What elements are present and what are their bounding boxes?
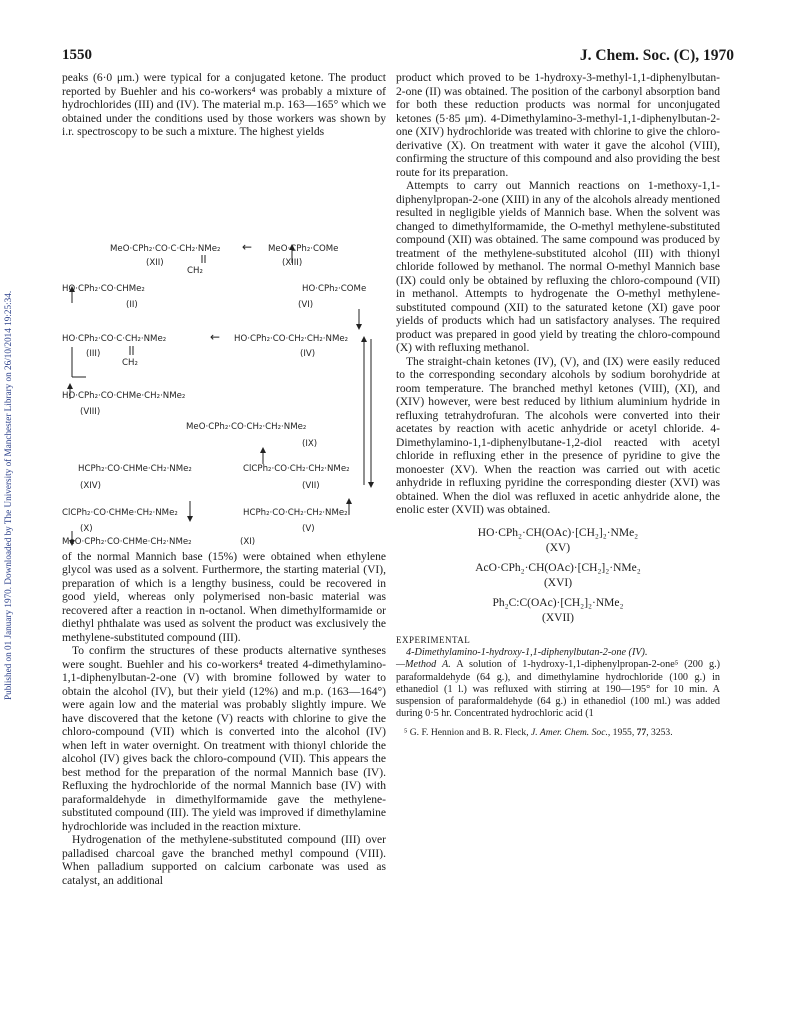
arrowhead [346, 498, 352, 504]
footnote-journal: J. Amer. Chem. Soc. [531, 726, 608, 738]
experimental-paragraph [396, 647, 720, 721]
paragraph: peaks (6·0 μm.) were typical for a conjugated ketone. The product reported by Buehler and his co-workers⁴ was probably a mixture of hydrochlorides (III) and (IV). The material m.p. 163—165° which we obtained under the conditions used by those workers was shown by i.r. spectroscopy to be such a mixture. The highest yields [62, 72, 386, 138]
download-notice: Published on 01 January 1970. Downloaded by The University of Manchester Library on 26/10/2014 19:25:34. [3, 290, 13, 700]
section-heading: EXPERIMENTAL [396, 634, 471, 645]
label-iv: (IV) [300, 348, 316, 359]
right-column [396, 72, 720, 738]
arrowhead [67, 383, 73, 389]
method-label: —Method A. [396, 659, 451, 671]
label-vi: (VI) [298, 299, 314, 310]
methylene-label: CH₂ [122, 357, 138, 368]
footnote-year: , 1955, [607, 726, 637, 738]
methylene-label: CH₂ [187, 265, 203, 276]
formula-xv: HO·CPh₂·CH(OAc)·[CH₂]₂·NMe₂ [477, 526, 639, 539]
arrowhead [356, 324, 362, 330]
footnote-volume: 77 [636, 726, 647, 738]
arrowhead [368, 482, 374, 488]
label-ii: (II) [126, 299, 138, 310]
paragraph: of the normal Mannich base (15%) were obtained when ethylene glycol was used as a solvent. Furthermore, the starting material (VI), preparation of which is a lengthy business, could be recovered in good yield, whereas only polymerised non-basic material was recovered after a reaction in n-octanol. When dimethylformamide or diethyl phthalate was used as solvent the product was exclusively the methylene-substituted compound (III). [62, 550, 386, 644]
label-v: (V) [302, 523, 315, 534]
formula-ii: HO·CPh₂·CO·CHMe₂ [62, 283, 145, 294]
label-xiii: (XIII) [282, 257, 303, 268]
arrowhead [187, 516, 193, 522]
formula-x: ClCPh₂·CO·CHMe·CH₂·NMe₂ [62, 507, 178, 518]
journal-header: J. Chem. Soc. (C), 1970 [579, 47, 734, 64]
reaction-arrow: ← [210, 329, 221, 344]
paragraph: Attempts to carry out Mannich reactions on 1-methoxy-1,1-diphenylpropan-2-one (XIII) in any of the alcohols already mentioned resulted in negligible yields of Mannich base. When the solvent was changed to dimethylformamide, the O-methyl methylene-substituted compound (XII) was obtained. The same compound was produced by treatment of the methylene-substituted alcohol (III) with thionyl chloride followed by methanol. The normal O-methyl Mannich base (IX) could only be obtained by refluxing the chloro-compound (VII) in methanol. Attempts to hydrogenate the O-methyl methylene-substituted compound (XII) to the saturated ketone (XI) gave poor yields of products which had un satisfactory analyses. The required product was prepared in good yield by treating the chloro-compound (X) with refluxing methanol. [396, 180, 720, 354]
formula-xi: MeO·CPh₂·CO·CHMe·CH₂·NMe₂ [62, 536, 192, 547]
label-ix: (IX) [302, 438, 318, 449]
formula-xiv: HCPh₂·CO·CHMe·CH₂·NMe₂ [78, 463, 192, 474]
formula-xiii: MeO·CPh₂·COMe [268, 243, 339, 254]
formula-iv: HO·CPh₂·CO·CH₂·CH₂·NMe₂ [234, 333, 349, 344]
label-xv: (XV) [545, 541, 571, 554]
label-xi: (XI) [240, 536, 256, 547]
formula-xii: MeO·CPh₂·CO·C·CH₂·NMe₂ [110, 243, 221, 254]
reaction-scheme [62, 143, 386, 549]
paragraph: To confirm the structures of these products alternative syntheses were sought. Buehler and his co-workers⁴ treated 4-dimethylamino-1,1-diphenylbutan-2-one (V) with bromine followed by water to obtain the alcohol (IV), but their yield (12%) and m.p. (163—164°) were again low and the material was probably slightly impure. We have discovered that the ketone (V) reacts with chlorine to give the chloro-compound (VII) which is converted into the alcohol (IV) when left in water overnight. On treatment with thionyl chloride the alcohol (IV) gives back the chloro-compound (VII). This appears the best method for the preparation of the normal Mannich base (IV). Refluxing the hydrochloride of the normal Mannich base (IV) with paraformaldehyde in dimethylformamide gave the methylene-substituted compound (III). The yield was improved if dimethylamine hydrochloride was included in the reaction mixture. [62, 645, 386, 833]
arrowhead [361, 336, 367, 342]
arrowhead [260, 447, 266, 453]
experimental-text: A solution of 1-hydroxy-1,1-diphenylpropan-2-one⁵ (200 g.) paraformaldehyde (64 g.), and dimethylamine hydrochloride (100 g.) in ethanediol (1 l.) was refluxed with stirring at 190—195° for 10 min. A suspension of paraformaldehyde (64 g.) in ethanediol (100 ml.) was added during 0·5 hr. Concentrated hydrochloric acid (1 [396, 659, 721, 720]
label-iii: (III) [86, 348, 101, 359]
footnote [396, 727, 720, 739]
paragraph: Hydrogenation of the methylene-substituted compound (III) over palladised charcoal gave the branched methyl compound (VIII). When palladium supported on calcium carbonate was used as catalyst, an additional [62, 834, 386, 887]
label-x: (X) [80, 523, 93, 534]
formula-vii: ClCPh₂·CO·CH₂·CH₂·NMe₂ [243, 463, 350, 474]
paragraph: The straight-chain ketones (IV), (V), and (IX) were easily reduced to the corresponding secondary alcohols by sodium borohydride at room temperature. The branched methyl ketones (VIII), (XI), and (XIV) however, were best reduced by lithium aluminium hydride in refluxing tetrahydrofuran. The alcohols were converted into their acetates by reaction with acetic anhydride or acetyl chloride. 4-Dimethylamino-1,1-diphenylbutane-1,2-diol reacted with acetyl chloride in refluxing ether in the presence of pyridine to give the monoester (XV). When the reaction was carried out with acetic anhydride in refluxing pyridine the corresponding diester (XVI) was obtained. When the diol was refluxed in acetic anhydride alone, the enolic ester (XVII) was obtained. [396, 355, 720, 516]
footnote-page: , 3253. [646, 726, 673, 738]
formula-ix: MeO·CPh₂·CO·CH₂·CH₂·NMe₂ [186, 421, 307, 432]
label-xvi: (XVI) [543, 576, 573, 589]
formula-v: HCPh₂·CO·CH₂·CH₂·NMe₂ [243, 507, 348, 518]
left-column [62, 72, 386, 888]
formula-iii: HO·CPh₂·CO·C·CH₂·NMe₂ [62, 333, 167, 344]
formula-vi: HO·CPh₂·COMe [302, 283, 367, 294]
formula-xvii: Ph₂C:C(OAc)·[CH₂]₂·NMe₂ [492, 596, 624, 609]
page-number: 1550 [62, 47, 92, 63]
ester-formulas [396, 526, 720, 626]
formula-viii: HO·CPh₂·CO·CHMe·CH₂·NMe₂ [62, 390, 186, 401]
compound-title: 4-Dimethylamino-1-hydroxy-1,1-diphenylbutan-2-one (IV). [406, 647, 648, 658]
formula-xvi: AcO·CPh₂·CH(OAc)·[CH₂]₂·NMe₂ [475, 561, 641, 574]
footnote-authors: ⁵ G. F. Hennion and B. R. Fleck, [404, 726, 532, 738]
label-viii: (VIII) [80, 406, 101, 417]
label-vii: (VII) [302, 480, 320, 491]
label-xii: (XII) [146, 257, 164, 268]
paragraph: product which proved to be 1-hydroxy-3-methyl-1,1-diphenylbutan-2-one (II) was obtained. The position of the carbonyl absorption band for both these reduction products was normal for unconjugated ketones (5·85 μm). 4-Dimethylamino-3-methyl-1,1-diphenylbutan-2-one (XIV) hydrochloride was treated with chlorine to give the chloro-derivative (X). On treatment with water it gave the alcohol (VIII), confirming the structure of this compound and also providing the best route for its preparation. [396, 72, 720, 179]
label-xiv: (XIV) [80, 480, 102, 491]
label-xvii: (XVII) [542, 611, 574, 624]
reaction-arrow: ← [242, 239, 253, 254]
